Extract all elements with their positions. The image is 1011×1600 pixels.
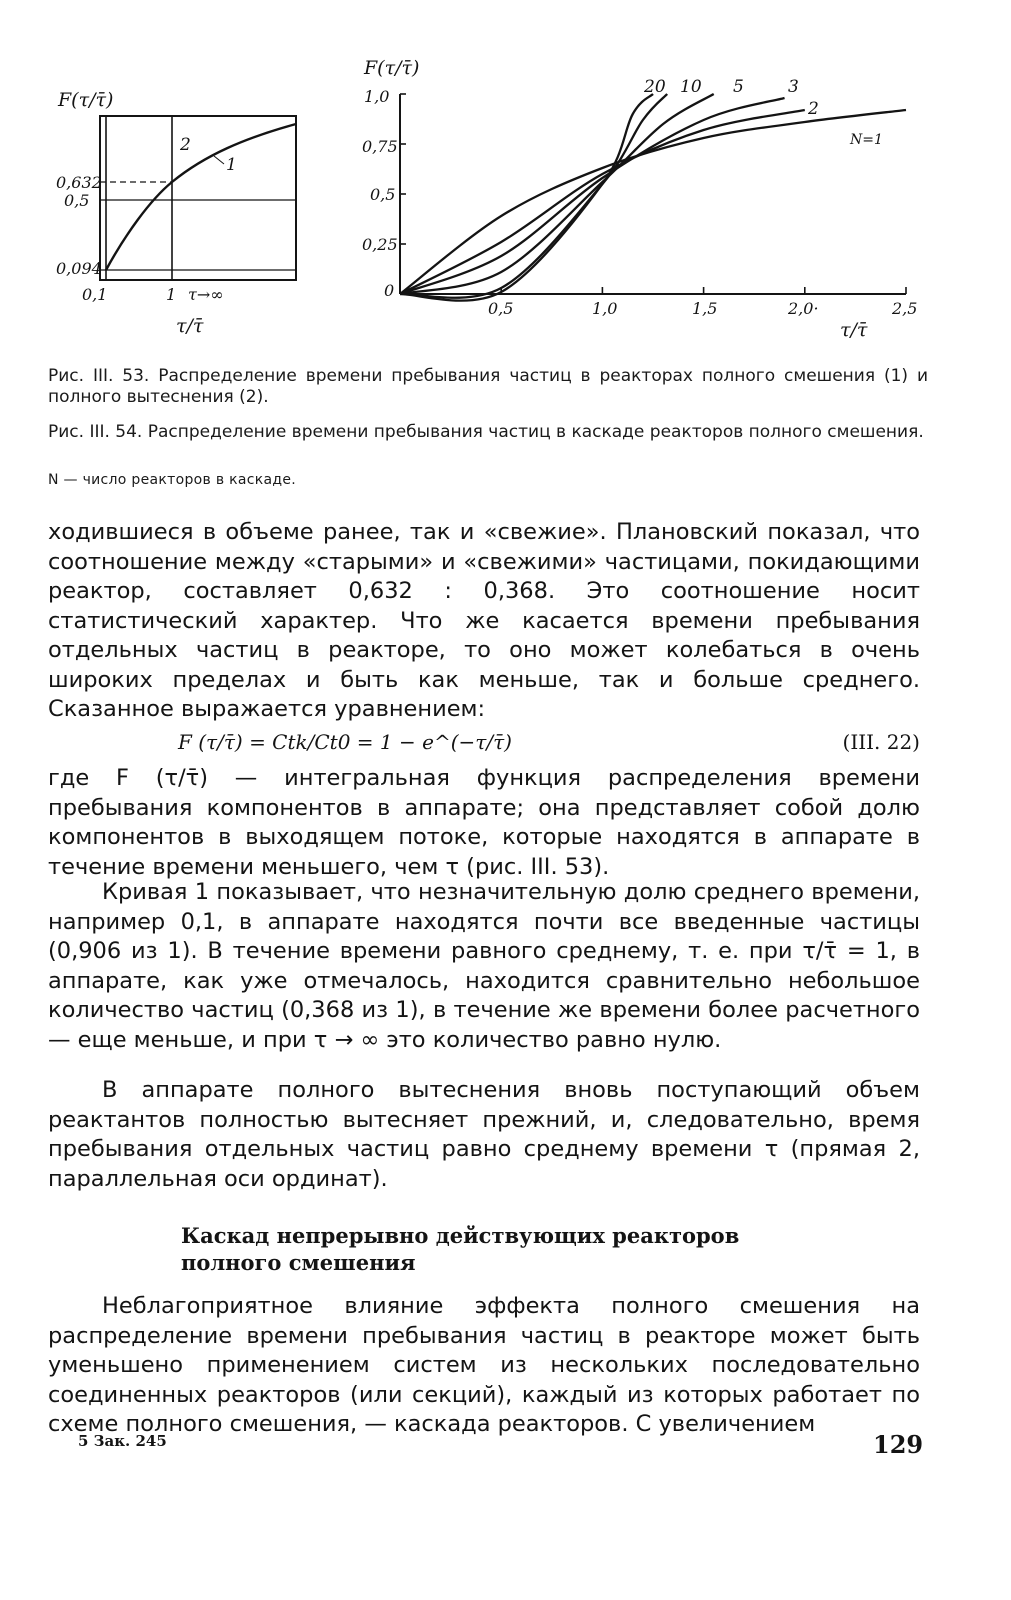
paragraph-1: ходившиеся в объеме ранее, так и «свежие». Плановский показал, что соотношение между «старыми» и «свежими» частицами, покидающими реактор, составляет 0,632 : 0,368. Это соотношение носит статистический характер. Что же касается времени пребывания отдельных частиц в реакторе, то оно может колебаться в очень широких пределах и быть как меньше, так и больше среднего. Сказанное выражается уравнением: (48, 519, 920, 722)
figure-right (362, 57, 917, 341)
left-ytick-05: 0,5 (64, 191, 90, 210)
right-curve-2 (400, 110, 805, 294)
section-heading: Каскад непрерывно действующих реакторов полного смешения (181, 1223, 740, 1275)
caption-fig-53: Рис. III. 53. Распределение времени пребывания частиц в реакторах полного смешения (1) и полного вытеснения (2). (48, 366, 928, 407)
left-curve-label-1-leader (214, 156, 224, 164)
right-curve-label-2: 2 (808, 99, 819, 119)
page-number: 129 (873, 1430, 924, 1459)
figures-area (0, 0, 1011, 360)
equation-number: (III. 22) (842, 730, 920, 754)
paragraph-5: Неблагоприятное влияние эффекта полного смешения на распределение времени пребывания частиц в реакторе может быть уменьшено применением систем из нескольких последовательно соединенных реакторов (или секций), каждый из которых работает по схеме полного смешения, — каскада реакторов. С увеличением (48, 1293, 920, 1437)
left-xtick-1: 1 (166, 285, 177, 304)
left-plot-frame (100, 116, 296, 280)
right-curve-5 (400, 94, 714, 294)
footer-order-number: 5 Зак. 245 (78, 1432, 167, 1450)
left-curve-label-2: 2 (180, 135, 191, 155)
paragraph-2: где F (τ/τ̄) — интегральная функция распределения времени пребывания компонентов в аппарате; она представляет собой долю компонентов в выходящем потоке, которые находятся в аппарате в течение времени меньшего, чем τ (рис. III. 53). (48, 765, 920, 880)
right-curve-label-10: 10 (680, 77, 702, 97)
left-ylabel: F(τ/τ̄) (58, 89, 114, 111)
right-curve-n1 (400, 110, 906, 294)
right-xtick-05: 0,5 (488, 299, 514, 318)
paragraph-4: В аппарате полного вытеснения вновь поступающий объем реактантов полностью вытесняет прежний, и, следовательно, время пребывания отдельных частиц равно среднему времени τ (прямая 2, параллельная оси ординат). (48, 1077, 920, 1192)
paragraph-3: Кривая 1 показывает, что незначительную долю среднего времени, например 0,1, в аппарате находятся почти все введенные частицы (0,906 из 1). В течение времени равного среднему, т. е. при τ/τ̄ = 1, в аппарате, как уже отмечалось, находится сравнительно небольшое количество частиц (0,368 из 1), в течение же времени более расчетного — еще меньше, и при τ → ∞ это количество равно нулю. (48, 879, 920, 1053)
right-ytick-0: 0 (384, 281, 395, 300)
caption-fig-54: Рис. III. 54. Распределение времени пребывания частиц в каскаде реакторов полного смешения. (48, 422, 924, 442)
left-ytick-0094: 0,094 (56, 259, 102, 278)
right-xlabel: τ/τ̄ (840, 319, 868, 341)
right-xtick-20: 2,0· (788, 299, 819, 318)
left-xtick-01: 0,1 (82, 285, 108, 304)
left-ytick-0632: 0,632 (56, 173, 102, 192)
right-curve-label-20: 20 (644, 77, 666, 97)
figures-svg (0, 0, 1011, 360)
left-xlabel: τ/τ̄ (176, 315, 204, 337)
right-ylabel: F(τ/τ̄) (364, 57, 420, 79)
right-tick-marks (400, 94, 906, 294)
left-xtick-infinity: τ→∞ (188, 285, 224, 304)
right-curve-label-3: 3 (788, 77, 799, 97)
right-ytick-025: 0,25 (362, 235, 398, 254)
right-xtick-15: 1,5 (692, 299, 718, 318)
equation-iii-22 (48, 726, 920, 758)
caption-fig-54-note: N — число реакторов в каскаде. (48, 472, 297, 488)
left-curve-label-1: 1 (226, 155, 237, 175)
left-curve-1 (106, 124, 296, 270)
figure-left (56, 89, 296, 337)
right-ytick-10: 1,0 (364, 87, 390, 106)
right-xtick-25: 2,5 (892, 299, 918, 318)
right-curve-label-5: 5 (733, 77, 744, 97)
right-xtick-10: 1,0 (592, 299, 618, 318)
equation-formula: F (τ/τ̄) = Ctk/Ct0 = 1 − e^(−τ/τ̄) (178, 730, 512, 754)
right-curves (400, 94, 906, 301)
right-curve-label-n1: N=1 (850, 132, 883, 148)
right-ytick-075: 0,75 (362, 137, 398, 156)
right-ytick-05: 0,5 (370, 185, 396, 204)
